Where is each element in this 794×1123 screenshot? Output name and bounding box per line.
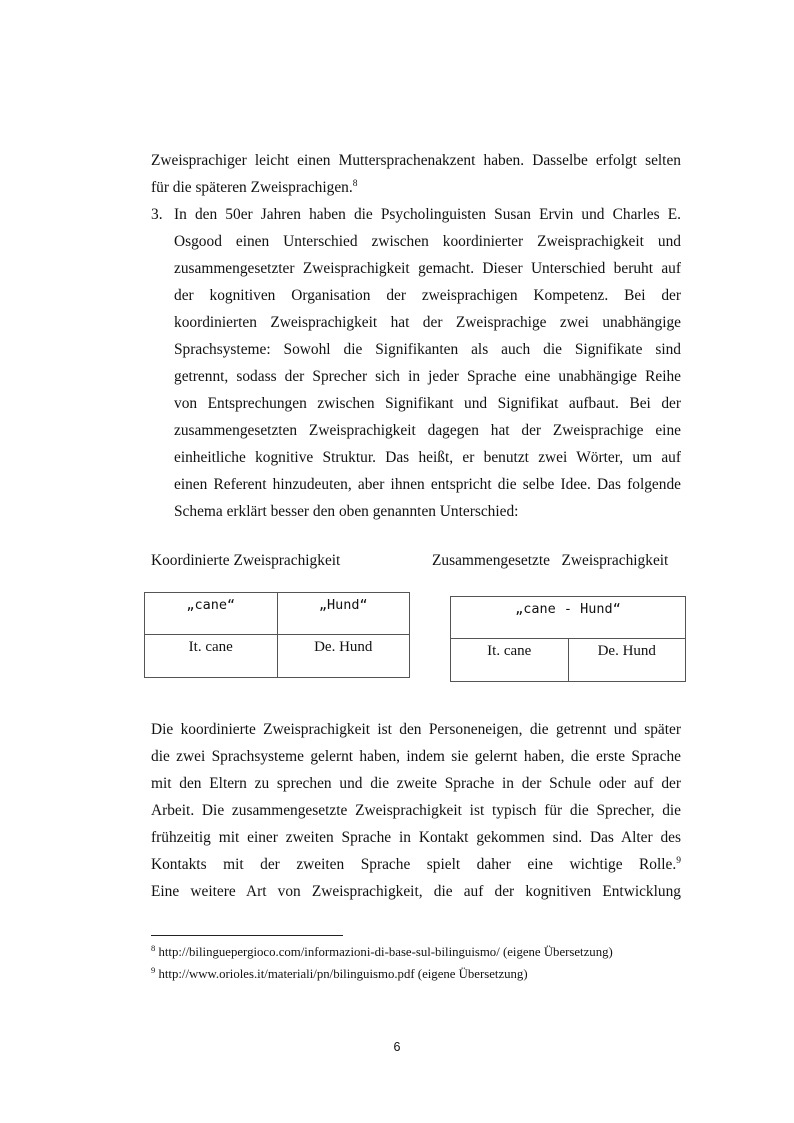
paragraph-line: frühzeitig mit einer zweiten Sprache in Kontakt gekommen sind. Das Alter des <box>151 829 681 846</box>
table-cell: „Hund“ <box>277 593 410 635</box>
footnote-8: $^8$ http://bilinguepergioco.com/informazioni-di-base-sul-bilinguismo/ (eigene Übersetzung) <box>151 943 613 959</box>
list-line: Osgood einen Unterschied zwischen koordinierter Zweisprachigkeit und <box>174 233 681 250</box>
footnote-separator <box>151 935 343 936</box>
page-number: 6 <box>393 1040 401 1054</box>
footnote-9: $^9$ http://www.orioles.it/materiali/pn/bilinguismo.pdf (eigene Übersetzung) <box>151 965 528 981</box>
paragraph-line: Eine weitere Art von Zweisprachigkeit, die auf der kognitiven Entwicklung <box>151 883 681 900</box>
list-line: Schema erklärt besser den oben genannten Unterschied: <box>174 503 519 520</box>
list-line: Sprachsysteme: Sowohl die Signifikanten als auch die Signifikate sind <box>174 341 681 358</box>
list-line: von Entsprechungen zwischen Signifikant und Signifikat aufbaut. Bei der <box>174 395 681 412</box>
list-line: In den 50er Jahren haben die Psycholinguisten Susan Ervin und Charles E. <box>174 206 681 223</box>
caption-compound: Zusammengesetzte Zweisprachigkeit <box>432 552 669 569</box>
compound-schema-table <box>450 596 686 682</box>
paragraph-line: mit den Eltern zu sprechen und die zweite Sprache in der Schule oder auf der <box>151 775 681 792</box>
paragraph-line: die zwei Sprachsysteme gelernt haben, indem sie gelernt haben, die erste Sprache <box>151 748 681 765</box>
coordinated-schema-table <box>144 592 410 678</box>
list-line: einheitliche kognitive Struktur. Das heißt, er benutzt zwei Wörter, um auf <box>174 449 681 466</box>
list-number: 3. <box>151 206 163 223</box>
table-cell: De. Hund <box>277 635 410 678</box>
list-line: zusammengesetzter Zweisprachigkeit gemacht. Dieser Unterschied beruht auf <box>174 260 681 277</box>
table-cell: „cane - Hund“ <box>451 597 686 639</box>
table-cell: It. cane <box>451 639 569 682</box>
list-line: getrennt, sodass der Sprecher sich in jeder Sprache eine unabhängige Reihe <box>174 368 681 385</box>
list-line: der kognitiven Organisation der zweisprachigen Kompetenz. Bei der <box>174 287 681 304</box>
caption-coordinated: Koordinierte Zweisprachigkeit <box>151 552 341 569</box>
paragraph-line: Die koordinierte Zweisprachigkeit ist den Personeneigen, die getrennt und später <box>151 721 681 738</box>
table-cell: „cane“ <box>145 593 278 635</box>
paragraph-line: Kontakts mit der zweiten Sprache spielt daher eine wichtige Rolle.$^9$ <box>151 856 681 873</box>
list-line: einen Referent hinzudeuten, aber ihnen entspricht die selbe Idee. Das folgende <box>174 476 681 493</box>
list-line: koordinierten Zweisprachigkeit hat der Zweisprachige zwei unabhängige <box>174 314 681 331</box>
table-cell: It. cane <box>145 635 278 678</box>
paragraph-line: für die späteren Zweisprachigen.$^8$ <box>151 179 358 196</box>
list-line: zusammengesetzten Zweisprachigkeit dagegen hat der Zweisprachige eine <box>174 422 681 439</box>
footnote-ref[interactable]: 8 <box>352 179 358 189</box>
paragraph-line: Zweisprachiger leicht einen Muttersprachenakzent haben. Dasselbe erfolgt selten <box>151 152 681 169</box>
table-cell: De. Hund <box>568 639 686 682</box>
paragraph-line: Arbeit. Die zusammengesetzte Zweisprachigkeit ist typisch für die Sprecher, die <box>151 802 681 819</box>
footnote-text[interactable]: http://www.orioles.it/materiali/pn/bilinguismo.pdf (eigene Übersetzung) <box>158 967 528 981</box>
footnote-ref[interactable]: 9 <box>676 856 681 866</box>
footnote-text[interactable]: http://bilinguepergioco.com/informazioni-di-base-sul-bilinguismo/ (eigene Übersetzung) <box>158 945 613 959</box>
